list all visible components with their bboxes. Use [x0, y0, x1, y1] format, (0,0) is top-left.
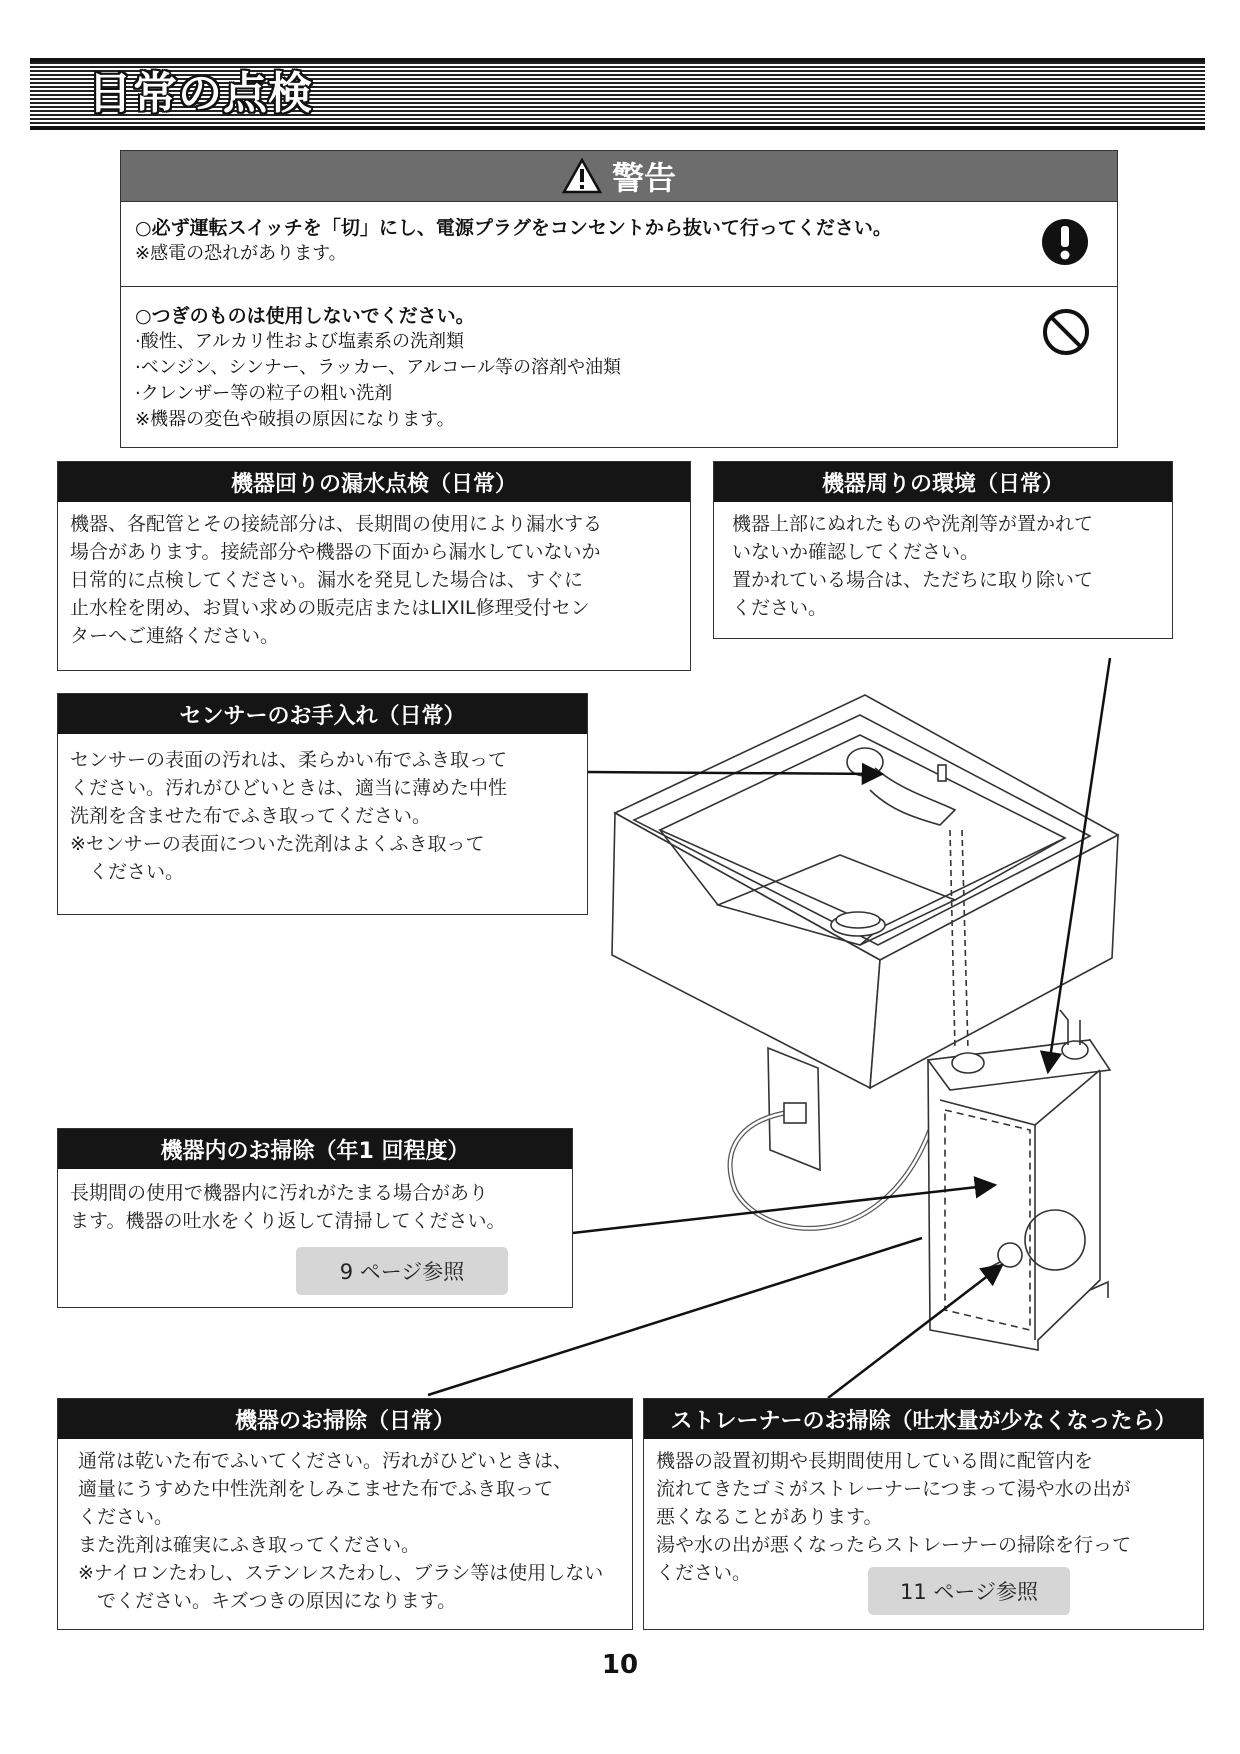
panel-unit-line: また洗剤は確実にふき取ってください。 — [78, 1534, 421, 1556]
panel-leak-line: 機器、各配管とその接続部分は、長期間の使用により漏水する — [70, 513, 603, 535]
panel-interior-cleaning — [57, 1128, 573, 1308]
panel-strainer-line: 湯や水の出が悪くなったらストレーナーの掃除を行って — [656, 1534, 1132, 1556]
panel-sensor-line: ※センサーの表面についた洗剤はよくふき取って — [70, 833, 485, 855]
warning-heading: 警告 — [611, 159, 676, 197]
panel-environment-line: ください。 — [732, 597, 828, 619]
panel-environment-line: 機器上部にぬれたものや洗剤等が置かれて — [732, 513, 1094, 535]
panel-interior-line: ます。機器の吐水をくり返して清掃してください。 — [70, 1210, 506, 1232]
page-number: 10 — [601, 1650, 639, 1680]
panel-strainer-line: 悪くなることがあります。 — [656, 1506, 883, 1528]
panel-interior-title: 機器内のお掃除（年1 回程度） — [58, 1129, 572, 1169]
strainer-fitting — [998, 1243, 1022, 1267]
page-reference-badge[interactable]: 11 ページ参照 — [868, 1567, 1070, 1615]
panel-sensor-title: センサーのお手入れ（日常） — [58, 694, 587, 734]
panel-sensor-line: センサーの表面の汚れは、柔らかい布でふき取って — [70, 749, 508, 771]
page-reference-badge[interactable]: 9 ページ参照 — [296, 1247, 508, 1295]
panel-unit-line: ください。 — [78, 1506, 174, 1528]
warning-prohibited-item: ·ベンジン、シンナー、ラッカー、アルコール等の溶剤や油類 — [135, 357, 622, 378]
panel-strainer-line: ください。 — [656, 1562, 752, 1584]
panel-leak-line: 止水栓を閉め、お買い求めの販売店またはLIXIL修理受付セン — [70, 597, 590, 619]
panel-sensor-care — [57, 693, 588, 915]
panel-leak-line: 日常的に点検してください。漏水を発見した場合は、すぐに — [70, 569, 584, 591]
warning-power-note: ※感電の恐れがあります。 — [135, 243, 347, 264]
panel-sensor-line: 洗剤を含ませた布でふき取ってください。 — [70, 805, 432, 827]
warning-prohibited-main: ○つぎのものは使用しないでください。 — [135, 305, 475, 327]
warning-prohibited-item: ※機器の変色や破損の原因になります。 — [135, 409, 455, 430]
panel-strainer-line: 機器の設置初期や長期間使用している間に配管内を — [656, 1450, 1094, 1472]
warning-power-main: ○必ず運転スイッチを「切」にし、電源プラグをコンセントから抜いて行ってください。 — [135, 217, 892, 239]
panel-leak-inspection — [57, 461, 691, 671]
panel-unit-line: でください。キズつきの原因になります。 — [78, 1590, 457, 1612]
panel-sensor-line: ください。汚れがひどいときは、適当に薄めた中性 — [70, 777, 508, 799]
warning-prohibited-item: ·酸性、アルカリ性および塩素系の洗剤類 — [135, 331, 464, 352]
panel-strainer-title: ストレーナーのお掃除（吐水量が少なくなったら） — [644, 1399, 1203, 1439]
panel-leak-line: ターへご連絡ください。 — [70, 625, 280, 647]
panel-interior-line: 長期間の使用で機器内に汚れがたまる場合があり — [70, 1182, 489, 1204]
panel-unit-title: 機器のお掃除（日常） — [58, 1399, 632, 1439]
panel-strainer-line: 流れてきたゴミがストレーナーにつまって湯や水の出が — [656, 1478, 1131, 1500]
power-plug — [784, 1103, 806, 1123]
panel-unit-cleaning — [57, 1398, 633, 1630]
panel-leak-title: 機器回りの漏水点検（日常） — [58, 462, 690, 502]
page-title: 日常の点検 — [88, 68, 313, 119]
panel-environment-title: 機器周りの環境（日常） — [714, 462, 1172, 502]
panel-environment-line: いないか確認してください。 — [732, 541, 980, 563]
panel-unit-line: 適量にうすめた中性洗剤をしみこませた布でふき取って — [78, 1478, 554, 1500]
warning-prohibited-item: ·クレンザー等の粒子の粗い洗剤 — [135, 383, 393, 404]
panel-unit-line: ※ナイロンたわし、ステンレスたわし、ブラシ等は使用しない — [78, 1562, 604, 1584]
panel-environment — [713, 461, 1173, 639]
panel-sensor-line: ください。 — [70, 861, 185, 883]
panel-strainer-cleaning — [643, 1398, 1204, 1630]
panel-leak-line: 場合があります。接続部分や機器の下面から漏水していないか — [70, 541, 601, 563]
panel-environment-line: 置かれている場合は、ただちに取り除いて — [732, 569, 1094, 591]
panel-unit-line: 通常は乾いた布でふいてください。汚れがひどいときは、 — [78, 1450, 573, 1472]
